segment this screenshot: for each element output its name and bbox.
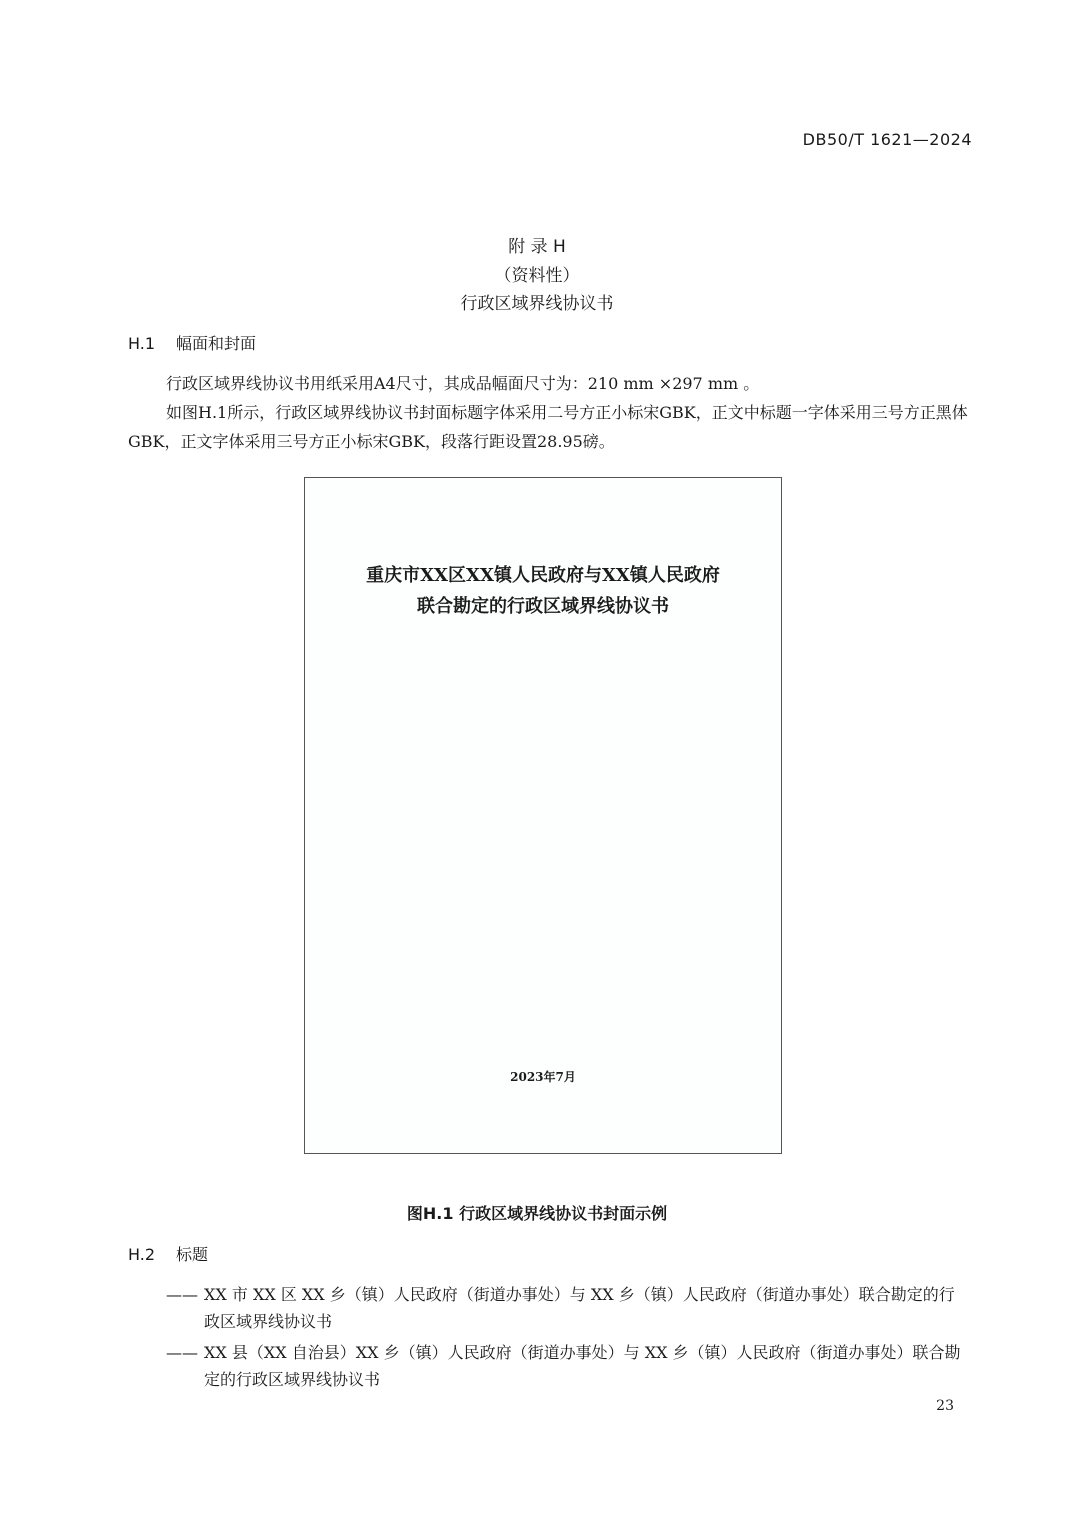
cover-title-line: 重庆市XX区XX镇人民政府与XX镇人民政府 bbox=[366, 565, 720, 586]
section-title: 标题 bbox=[176, 1245, 209, 1264]
cover-title-line: 联合勘定的行政区域界线协议书 bbox=[417, 596, 669, 617]
section-h1-body bbox=[128, 369, 974, 456]
appendix-title: 行政区域界线协议书 bbox=[460, 294, 614, 314]
appendix-label: 附 录 H bbox=[508, 237, 566, 257]
section-title: 幅面和封面 bbox=[176, 334, 257, 353]
cover-date: 2023年7月 bbox=[510, 1070, 576, 1084]
section-number: H.1 bbox=[128, 334, 156, 353]
section-number: H.2 bbox=[128, 1245, 156, 1264]
page-number: 23 bbox=[936, 1398, 954, 1414]
appendix-nature: （资料性） bbox=[494, 266, 580, 286]
list-item-text: XX 市 XX 区 XX 乡（镇）人民政府（街道办事处）与 XX 乡（镇）人民政府（街道办事处）联合勘定的行政区域界线协议书 bbox=[204, 1285, 955, 1331]
list-dash: —— bbox=[166, 1343, 198, 1362]
cover-example-figure bbox=[304, 477, 782, 1154]
list-item bbox=[166, 1281, 966, 1335]
document-code: DB50/T 1621—2024 bbox=[802, 130, 972, 149]
section-heading-h1 bbox=[128, 331, 256, 354]
paragraph: 如图H.1所示，行政区域界线协议书封面标题字体采用二号方正小标宋GBK，正文中标题一字体采用三号方正黑体GBK，正文字体采用三号方正小标宋GBK，段落行距设置28.95磅。 bbox=[128, 403, 968, 451]
title-list bbox=[166, 1281, 966, 1397]
figure-caption: 图H.1 行政区域界线协议书封面示例 bbox=[406, 1204, 668, 1223]
list-item-text: XX 县（XX 自治县）XX 乡（镇）人民政府（街道办事处）与 XX 乡（镇）人民政府（街道办事处）联合勘定的行政区域界线协议书 bbox=[204, 1343, 961, 1389]
section-heading-h2 bbox=[128, 1242, 208, 1265]
paragraph: 行政区域界线协议书用纸采用A4尺寸，其成品幅面尺寸为：210 mm ×297 mm 。 bbox=[166, 374, 760, 393]
list-dash: —— bbox=[166, 1285, 198, 1304]
list-item bbox=[166, 1339, 966, 1393]
cover-title bbox=[305, 560, 781, 622]
